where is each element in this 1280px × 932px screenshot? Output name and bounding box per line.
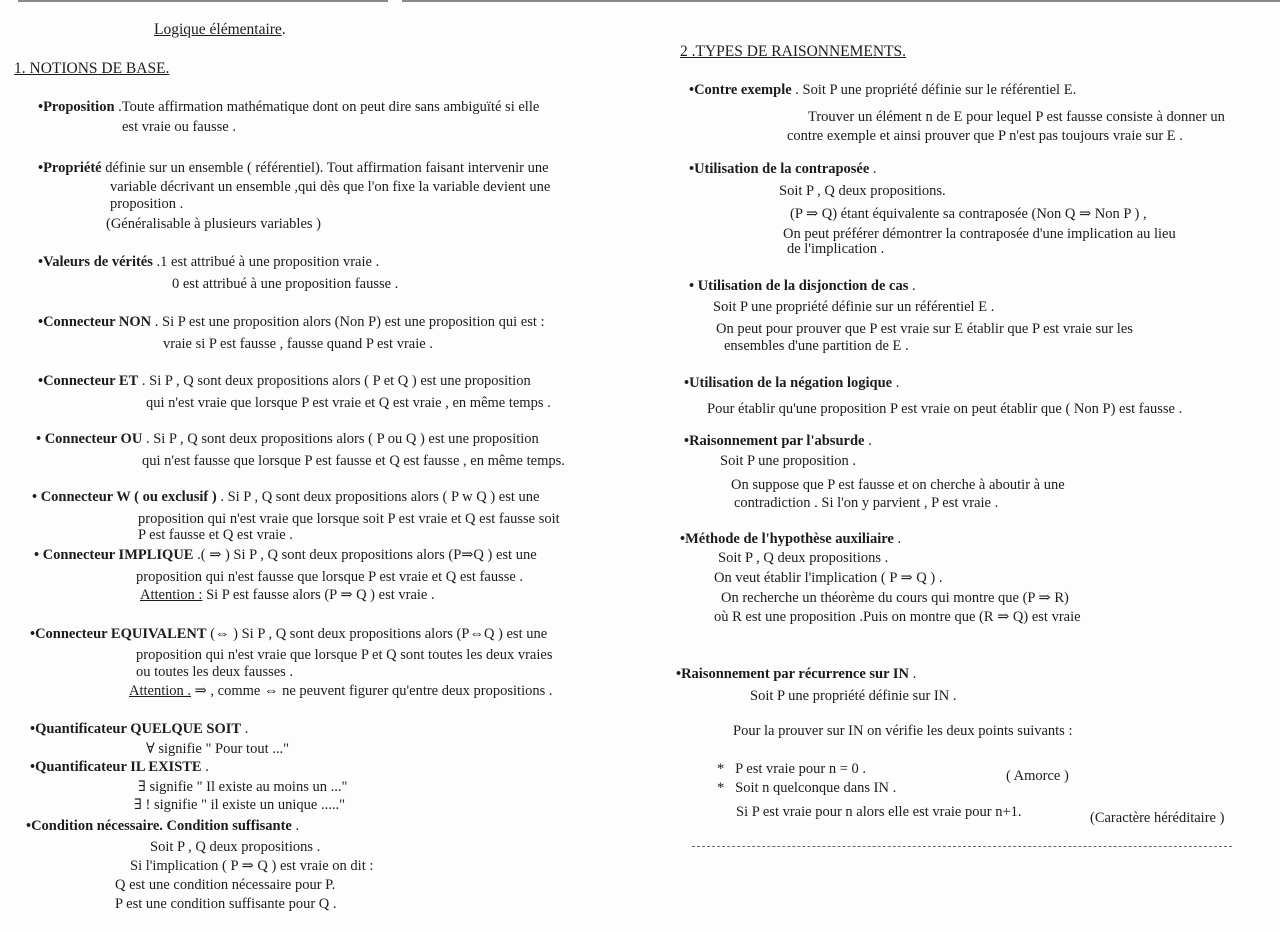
def-non-label: •Connecteur NON — [38, 314, 152, 330]
def-condition-dot: . — [291, 818, 300, 834]
def-quelque-label: •Quantificateur QUELQUE SOIT — [30, 721, 242, 737]
method-negation-label: •Utilisation de la négation logique — [684, 375, 893, 391]
method-contraposee-label: •Utilisation de la contraposée — [689, 161, 870, 177]
def-et-line1: . Si P , Q sont deux propositions alors ( P et Q ) est une proposition — [138, 373, 531, 389]
def-et-line2: qui n'est vraie que lorsque P est vraie et Q est vraie , en même temps . — [146, 395, 551, 411]
def-w-label: • Connecteur W ( ou exclusif ) — [32, 489, 217, 505]
def-et-label: •Connecteur ET — [38, 373, 139, 389]
method-hypothese-line4: où R est une proposition .Puis on montre que (R ⇒ Q) est vraie — [714, 609, 1081, 625]
method-hypothese-line3: On recherche un théorème du cours qui montre que (P ⇒ R) — [721, 590, 1069, 606]
top-edge-line-right — [402, 0, 1280, 2]
def-equivalent-line2: proposition qui n'est vraie que lorsque P et Q sont toutes les deux vraies — [136, 647, 553, 663]
def-implique-line3: Si P est fausse alors (P ⇒ Q ) est vraie . — [202, 587, 435, 603]
method-recurrence-dot: . — [909, 666, 917, 682]
method-hypothese-dot: . — [893, 531, 902, 547]
def-ou-label: • Connecteur OU — [36, 431, 143, 447]
method-recurrence-point3: Si P est vraie pour n alors elle est vraie pour n+1. — [736, 804, 1022, 820]
method-contre-line1: . Soit P une propriété définie sur le référentiel E. — [791, 82, 1077, 98]
method-recurrence-line2: Pour la prouver sur IN on vérifie les deux points suivants : — [733, 723, 1073, 739]
def-quelque-line1: ∀ signifie " Pour tout ..." — [146, 741, 290, 757]
def-valeurs-line1: .1 est attribué à une proposition vraie . — [152, 254, 380, 270]
def-valeurs-label: •Valeurs de vérités — [38, 254, 153, 270]
def-ou-line1: . Si P , Q sont deux propositions alors ( P ou Q ) est une proposition — [142, 431, 539, 447]
top-edge-line-left — [18, 0, 388, 2]
method-absurde-line3: contradiction . Si l'on y parvient , P est vraie . — [734, 495, 999, 511]
def-equivalent-line1: (⇔ ) Si P , Q sont deux propositions alors (P⇔Q ) est une — [206, 626, 548, 642]
method-absurde-dot: . — [864, 433, 872, 449]
method-absurde-label: •Raisonnement par l'absurde — [684, 433, 865, 449]
method-recurrence-point2: * Soit n quelconque dans IN . — [717, 780, 897, 796]
method-disjonction-label: • Utilisation de la disjonction de cas — [689, 278, 909, 294]
method-contraposee-line1: Soit P , Q deux propositions. — [779, 183, 946, 199]
def-propriete-line1: définie sur un ensemble ( référentiel). Tout affirmation faisant intervenir une — [101, 160, 549, 176]
def-equivalent-line4: ⇒ , comme ⇔ ne peuvent figurer qu'entre deux propositions . — [191, 683, 553, 699]
method-disjonction-line1: Soit P une propriété définie sur un référentiel E . — [713, 299, 995, 315]
def-implique-line1: .( ⇒ ) Si P , Q sont deux propositions alors (P⇒Q ) est une — [193, 547, 537, 563]
def-existe-line1: ∃ signifie " Il existe au moins un ..." — [138, 779, 348, 795]
def-existe-dot: . — [201, 759, 209, 775]
method-disjonction-dot: . — [908, 278, 916, 294]
method-contraposee-dot: . — [869, 161, 877, 177]
def-non-line1: . Si P est une proposition alors (Non P) est une proposition qui est : — [151, 314, 545, 330]
def-quelque-dot: . — [241, 721, 249, 737]
section-title-raisonnements: 2 .TYPES DE RAISONNEMENTS. — [680, 43, 907, 60]
bottom-dashed-separator — [692, 846, 1232, 847]
def-implique-attention: Attention : — [140, 587, 203, 603]
def-implique-label: • Connecteur IMPLIQUE — [34, 547, 194, 563]
method-recurrence-point1: * P est vraie pour n = 0 . — [717, 761, 866, 777]
document-title-text: Logique élémentaire — [154, 21, 282, 38]
def-propriete-line2: variable décrivant un ensemble ,qui dès que l'on fixe la variable devient une — [110, 179, 551, 195]
def-condition-line1: Soit P , Q deux propositions . — [150, 839, 321, 855]
method-disjonction-line3: ensembles d'une partition de E . — [724, 338, 909, 354]
method-hypothese-line1: Soit P , Q deux propositions . — [718, 550, 889, 566]
method-contre-line2: Trouver un élément n de E pour lequel P est fausse consiste à donner un — [808, 109, 1225, 125]
method-contraposee-line2: (P ⇒ Q) étant équivalente sa contraposée (Non Q ⇒ Non P ) , — [790, 206, 1147, 222]
def-implique-line2: proposition qui n'est fausse que lorsque P est vraie et Q est fausse . — [136, 569, 524, 585]
def-w-line3: P est fausse et Q est vraie . — [138, 527, 293, 543]
method-recurrence-amorce: ( Amorce ) — [1006, 768, 1069, 784]
document-title — [154, 20, 286, 39]
def-proposition-label: •Proposition — [38, 99, 115, 115]
def-valeurs-line2: 0 est attribué à une proposition fausse . — [172, 276, 399, 292]
def-existe-line2: ∃ ! signifie " il existe un unique ....." — [134, 797, 345, 813]
def-condition-line3: Q est une condition nécessaire pour P. — [115, 877, 336, 893]
method-recurrence-line1: Soit P une propriété définie sur IN . — [750, 688, 957, 704]
method-contraposee-line4: de l'implication . — [787, 241, 885, 257]
method-negation-dot: . — [892, 375, 900, 391]
method-hypothese-label: •Méthode de l'hypothèse auxiliaire — [680, 531, 894, 547]
def-condition-label: •Condition nécessaire. Condition suffisante — [26, 818, 292, 834]
method-contre-line3: contre exemple et ainsi prouver que P n'est pas toujours vraie sur E . — [787, 128, 1183, 144]
def-non-line2: vraie si P est fausse , fausse quand P est vraie . — [163, 336, 433, 352]
method-contraposee-line3: On peut préférer démontrer la contraposée d'une implication au lieu — [783, 226, 1176, 242]
section-title-notions: 1. NOTIONS DE BASE. — [14, 60, 170, 77]
def-w-line2: proposition qui n'est vraie que lorsque soit P est vraie et Q est fausse soit — [138, 511, 560, 527]
document-title-dot: . — [281, 21, 286, 38]
def-propriete-label: •Propriété — [38, 160, 102, 176]
def-equivalent-attention: Attention . — [129, 683, 192, 699]
def-condition-line4: P est une condition suffisante pour Q . — [115, 896, 337, 912]
method-contre-label: •Contre exemple — [689, 82, 792, 98]
def-equivalent-line3: ou toutes les deux fausses . — [136, 664, 294, 680]
method-hypothese-line2: On veut établir l'implication ( P ⇒ Q ) . — [714, 570, 943, 586]
method-absurde-line1: Soit P une proposition . — [720, 453, 857, 469]
def-proposition-line2: est vraie ou fausse . — [122, 119, 236, 135]
method-recurrence-label: •Raisonnement par récurrence sur IN — [676, 666, 910, 682]
method-disjonction-line2: On peut pour prouver que P est vraie sur E établir que P est vraie sur les — [716, 321, 1133, 337]
def-propriete-line3: proposition . — [110, 196, 184, 212]
def-condition-line2: Si l'implication ( P ⇒ Q ) est vraie on dit : — [130, 858, 374, 874]
method-negation-line1: Pour établir qu'une proposition P est vraie on peut établir que ( Non P) est fausse . — [707, 401, 1183, 417]
def-proposition-line1: .Toute affirmation mathématique dont on peut dire sans ambiguïté si elle — [114, 99, 540, 115]
def-existe-label: •Quantificateur IL EXISTE — [30, 759, 202, 775]
def-propriete-line4: (Généralisable à plusieurs variables ) — [106, 216, 321, 232]
def-equivalent-label: •Connecteur EQUIVALENT — [30, 626, 207, 642]
def-ou-line2: qui n'est fausse que lorsque P est fausse et Q est fausse , en même temps. — [142, 453, 565, 469]
method-recurrence-hereditaire: (Caractère héréditaire ) — [1090, 810, 1225, 826]
def-w-line1: . Si P , Q sont deux propositions alors ( P w Q ) est une — [216, 489, 540, 505]
method-absurde-line2: On suppose que P est fausse et on cherche à aboutir à une — [731, 477, 1065, 493]
